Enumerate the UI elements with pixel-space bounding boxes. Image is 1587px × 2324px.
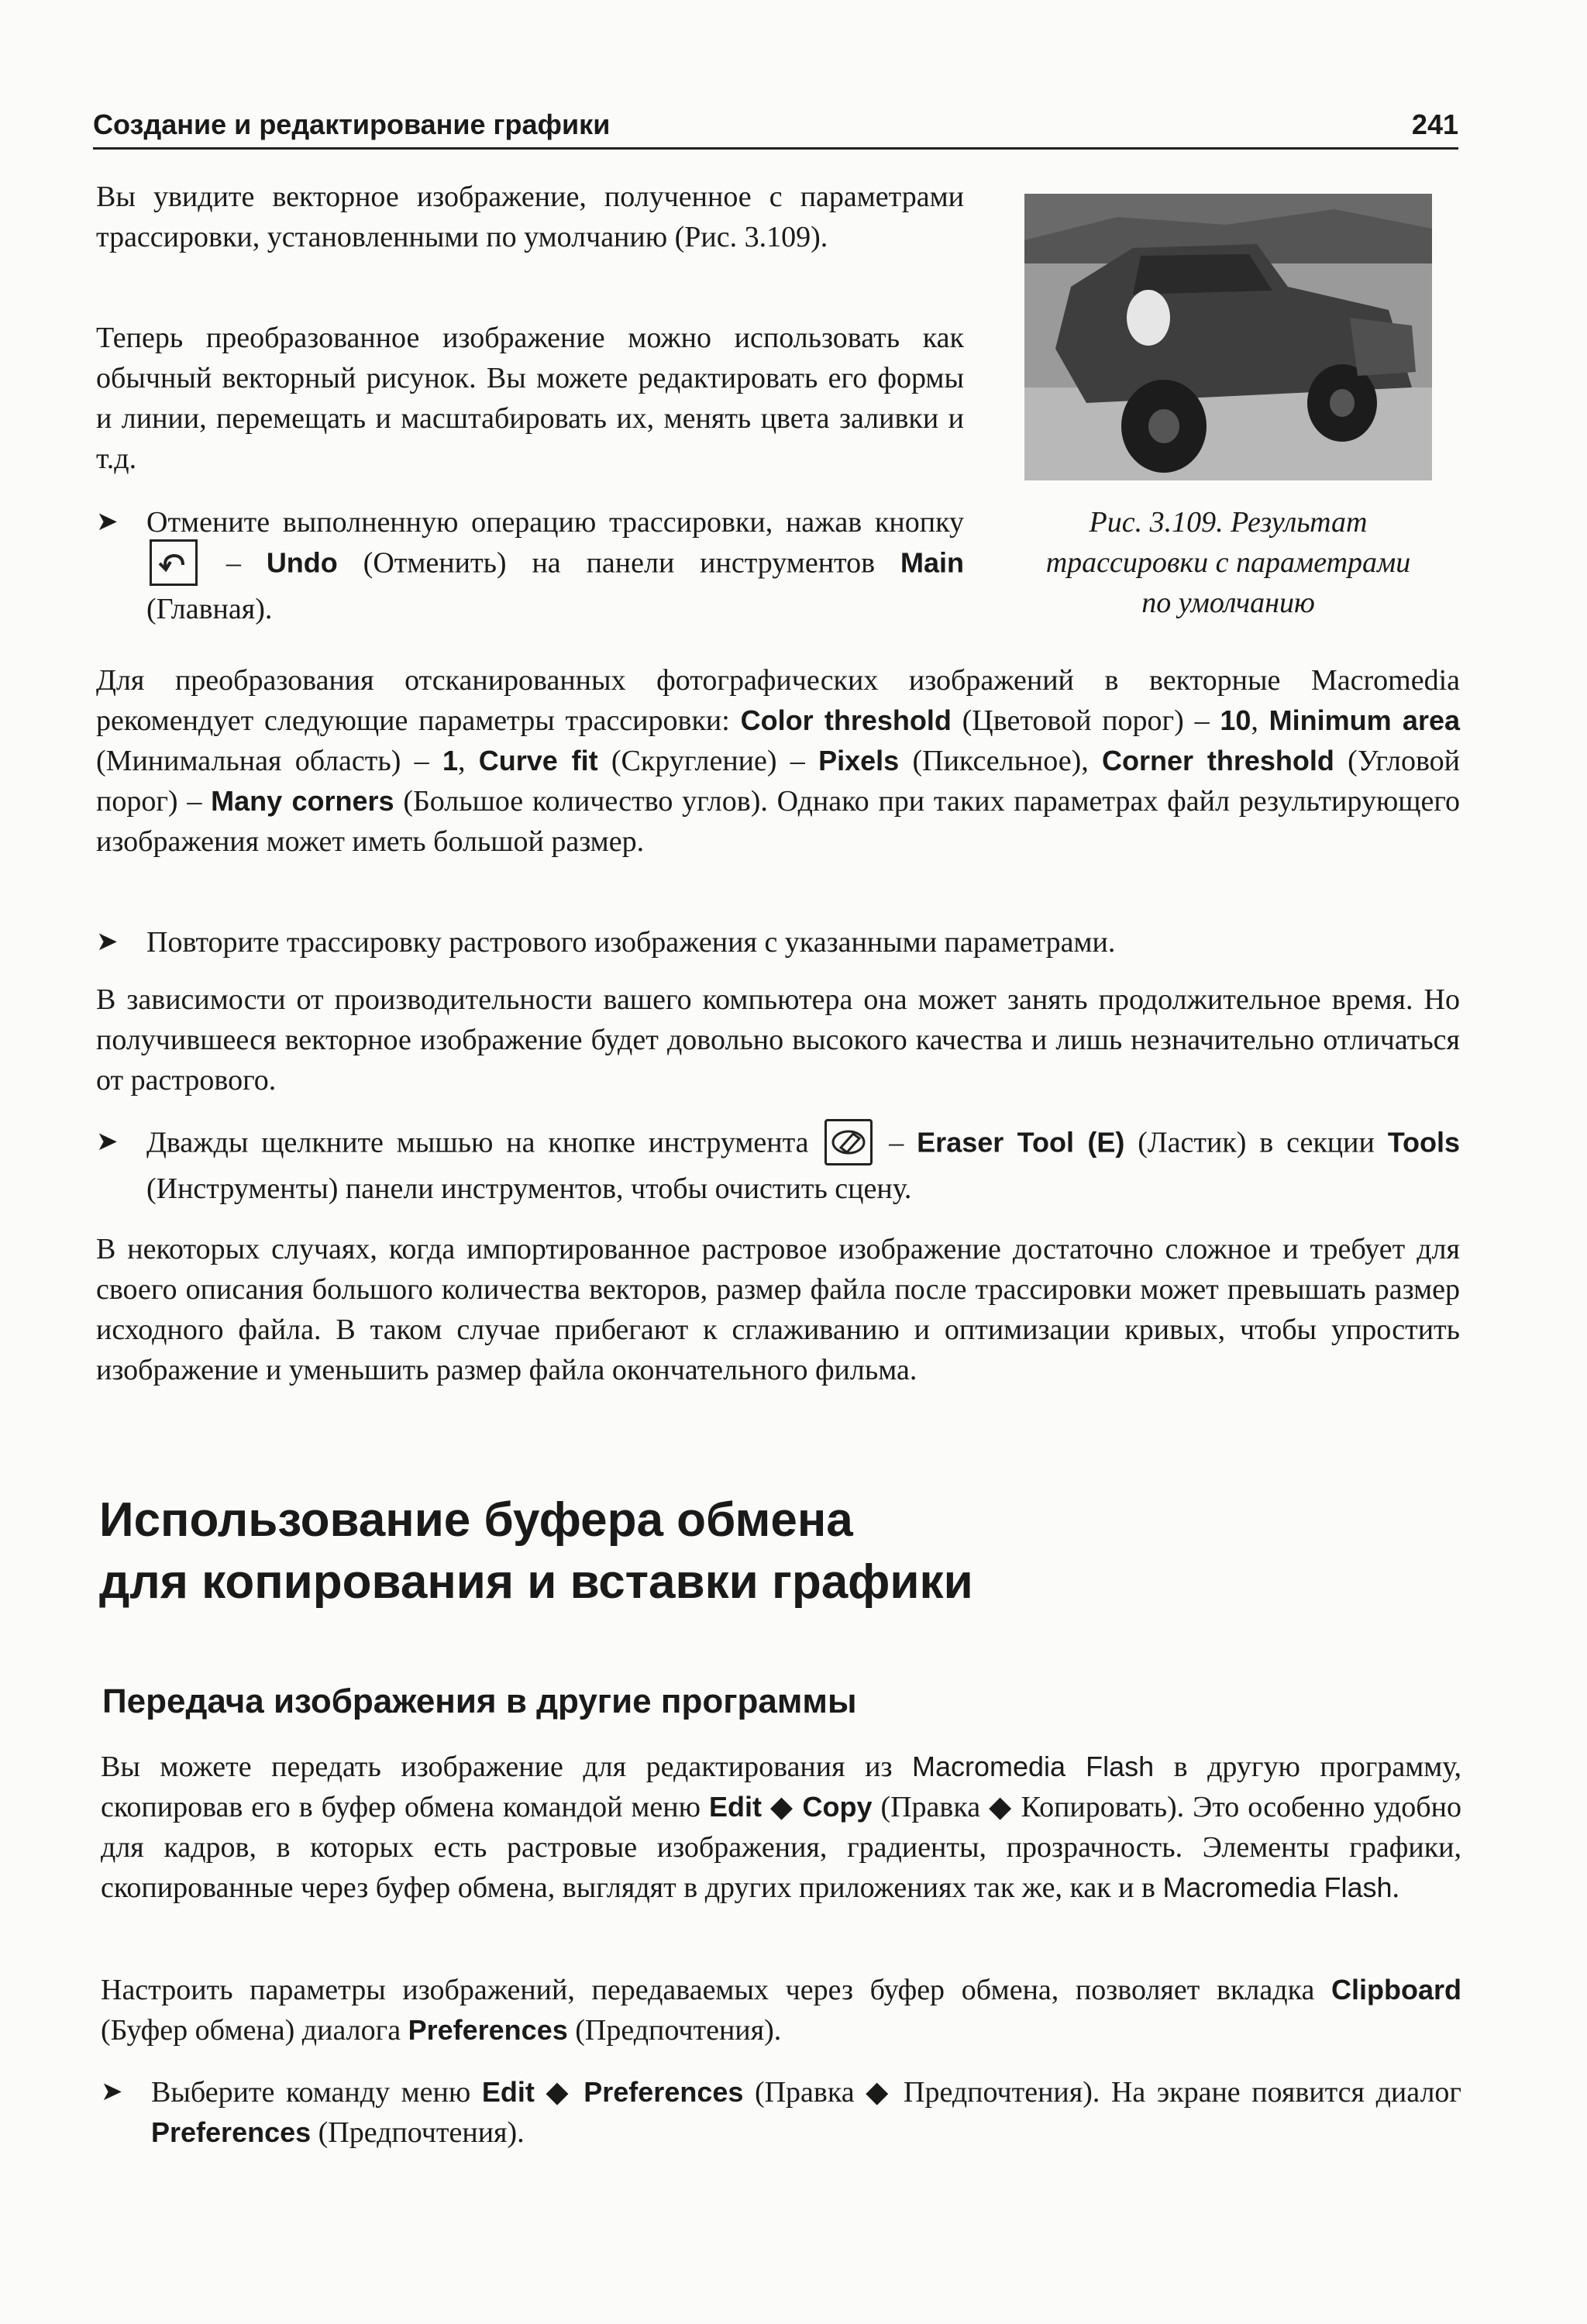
bullet-marker: ➤ [96,508,119,536]
bullet-repeat-trace: ➤ Повторите трассировку растрового изображения с указанными параметрами. [96,922,1460,962]
paragraph-4: В зависимости от производительности вашего компьютера она может занять продолжительное время. Но получившееся векторное изображение будет довольно высокого качества и лишь незначительно отличаться от растрового. [96,983,1460,1097]
subsection-heading: Передача изображения в другие программы [102,1682,857,1720]
paragraph-3: Для преобразования отсканированных фотографических изображений в векторные Macromedia рекомендует следующие параметры трассировки: Color threshold (Цветовой порог) – 10, Minimum area (Минимальная область) – 1, Curve fit (Скругление) – Pixels (Пиксельное), Corner threshold (Угловой порог) – Many corners (Большое количество углов). Однако при таких параметрах файл результирующего изображения может иметь большой размер. [96,664,1461,858]
bullet-eraser: ➤ Дважды щелкните мышью на кнопке инструмента – Eraser Tool (E) (Ластик) в секции Tools (Инструменты) панели инструментов, чтобы очистить сцену. [96,1122,1460,1209]
bullet-preferences: ➤ Выберите команду меню Edit ◆ Preferences (Правка ◆ Предпочтения). На экране появится диалог Preferences (Предпочтения). [101,2072,1461,2153]
bullet-marker: ➤ [101,2078,123,2106]
bullet-marker: ➤ [96,1128,119,1156]
running-header [93,108,1458,150]
paragraph-7: Настроить параметры изображений, передаваемых через буфер обмена, позволяет вкладка Clipboard (Буфер обмена) диалога Preferences (Предпочтения). [101,1974,1461,2047]
undo-icon [150,539,198,586]
bullet-marker: ➤ [96,928,119,956]
section-heading: Использование буфера обмена для копирования и вставки графики [99,1493,973,1609]
page-number: 241 [1411,108,1458,140]
paragraph-5: В некоторых случаях, когда импортированное растровое изображение достаточно сложное и требует для своего описания большого количества векторов, размер файла после трассировки может превышать размер исходного файла. В таком случае прибегают к сглаживанию и оптимизации кривых, чтобы упростить изображение и уменьшить размер файла окончательного фильма. [96,1233,1460,1386]
figure-caption: Рис. 3.109. Результат трассировки с параметрами по умолчанию [1045,506,1411,619]
paragraph-1: Вы увидите векторное изображение, полученное с параметрами трассировки, установленными по умолчанию (Рис. 3.109). [96,181,964,253]
paragraph-2: Теперь преобразованное изображение можно использовать как обычный векторный рисунок. Вы можете редактировать его формы и линии, перемещать и масштабировать их, менять цвета заливки и т.д. [96,322,964,475]
bullet-undo: ➤ Отмените выполненную операцию трассировки, нажав кнопку – Undo (Отменить) на панели инструментов Main (Главная). [96,502,964,629]
paragraph-6: Вы можете передать изображение для редактирования из Macromedia Flash в другую программу, скопировав его в буфер обмена командой меню Edit ◆ Copy (Правка ◆ Копировать). Это особенно удобно для кадров, в которых есть растровые изображения, градиенты, прозрачность. Элементы графики, скопированные через буфер обмена, выглядят в других приложениях так же, как и в Macromedia Flash. [101,1751,1462,1904]
eraser-icon [824,1119,873,1165]
figure-traced-car [1024,194,1432,480]
chapter-title: Создание и редактирование графики [93,108,611,140]
traced-car-image [1024,194,1432,480]
